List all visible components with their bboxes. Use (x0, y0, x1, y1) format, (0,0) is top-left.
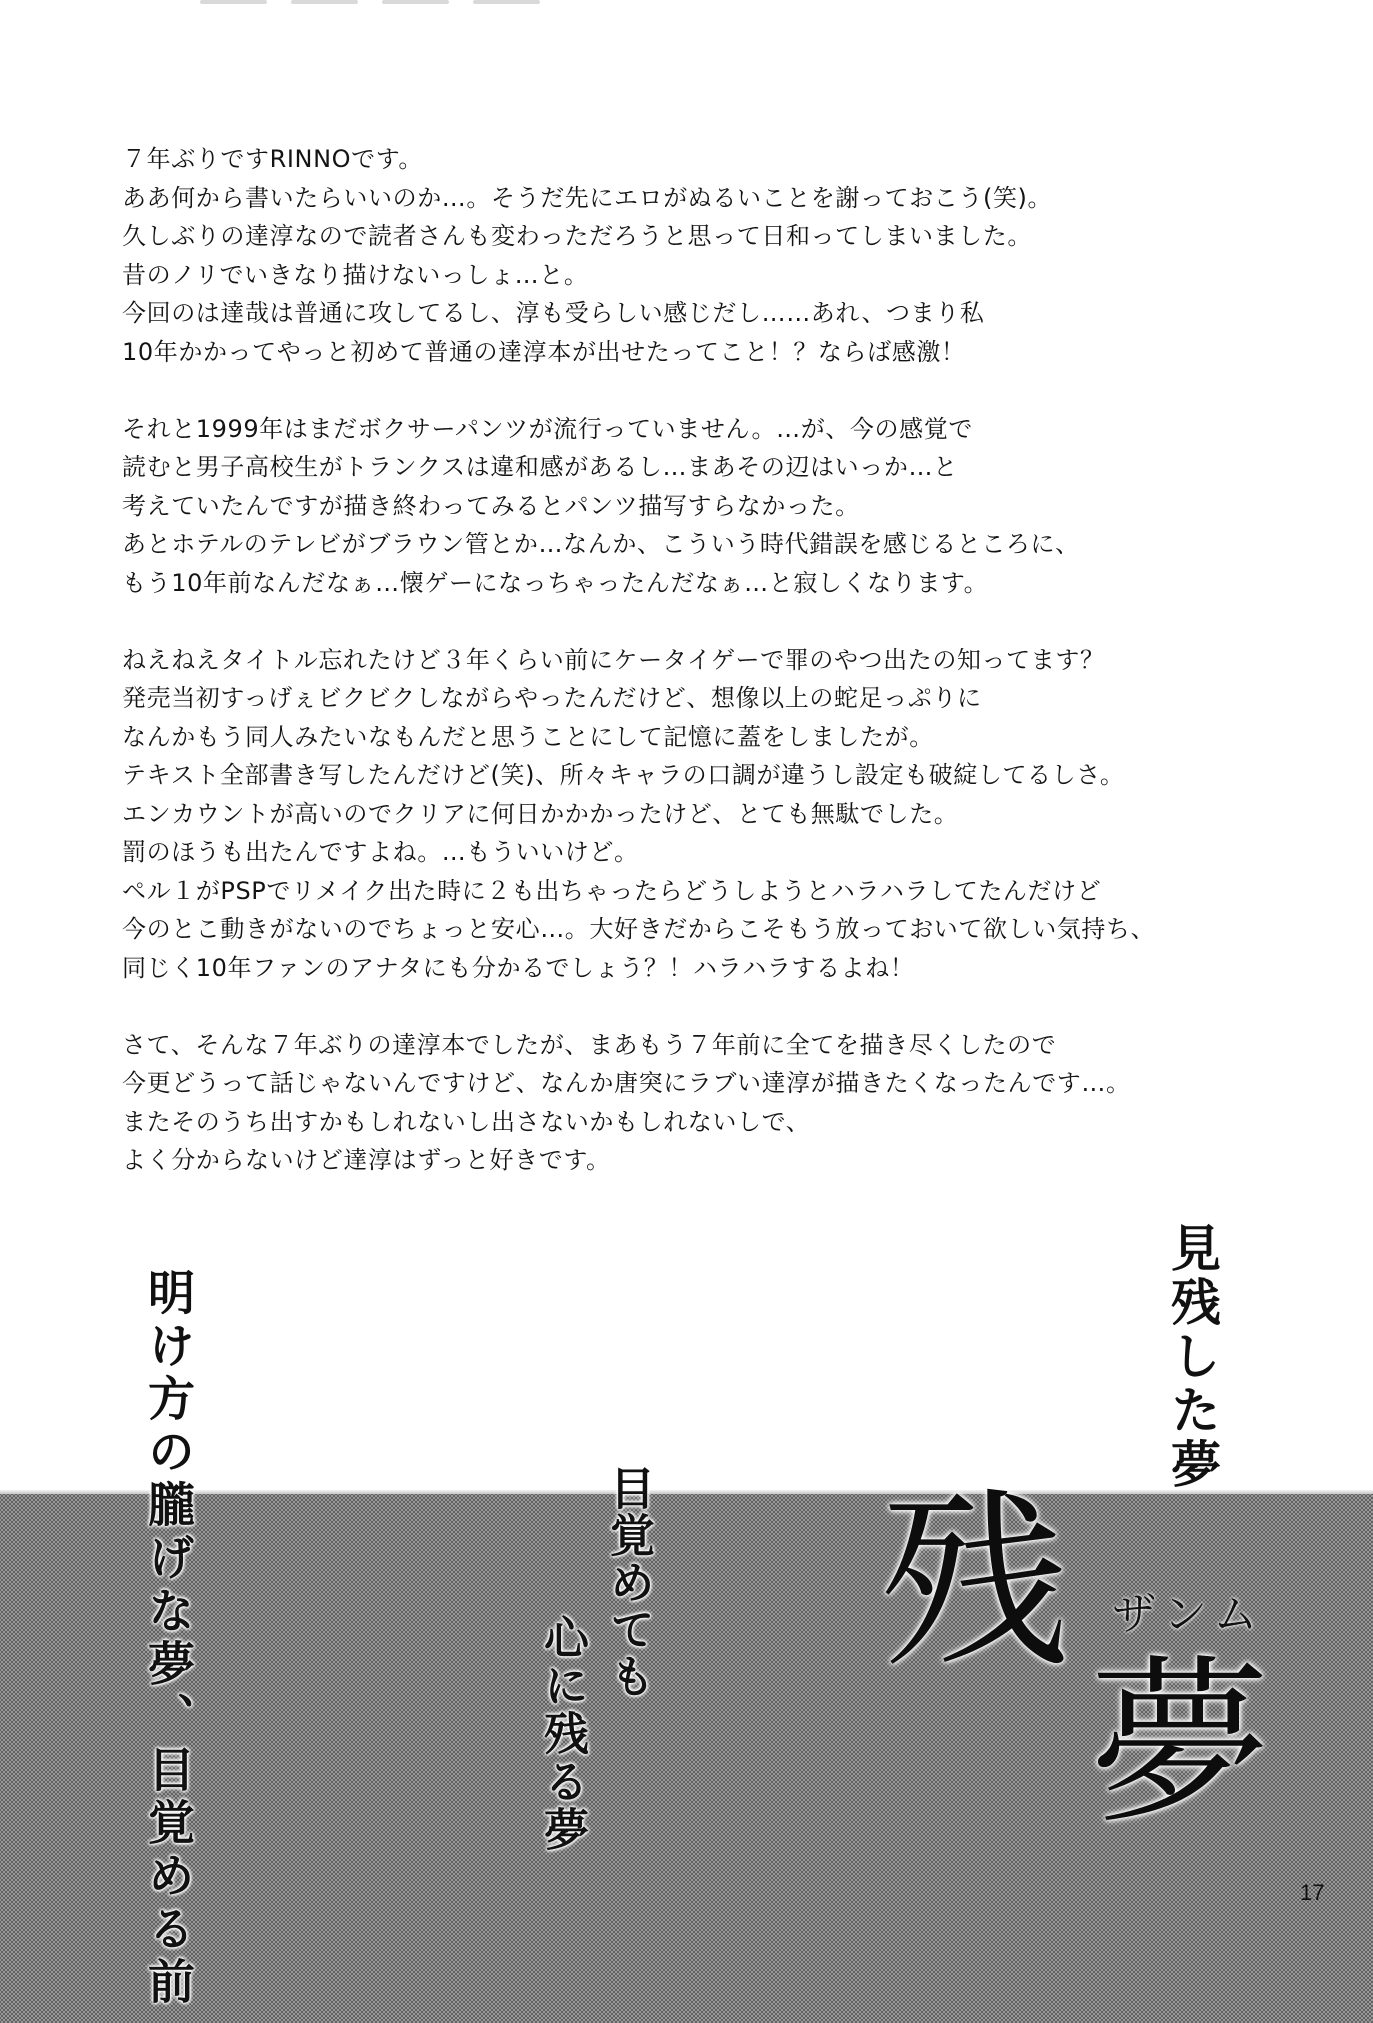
afterword-line: もう10年前なんだなぁ…懐ゲーになっちゃったんだなぁ…と寂しくなります。 (122, 568, 989, 597)
afterword-line: エンカウントが高いのでクリアに何日かかかったけど、とても無駄でした。 (122, 799, 959, 828)
afterword-line: ねえねえタイトル忘れたけど３年くらい前にケータイゲーで罪のやつ出たの知ってます？ (122, 645, 1105, 674)
afterword-paragraph (122, 140, 1302, 371)
title-character-mu: 夢 (1090, 1640, 1271, 1849)
afterword-paragraph (122, 641, 1302, 988)
subtitle-left-vertical: 明け方の朧げな夢、目覚める前 (140, 1268, 195, 2010)
afterword-line: またそのうち出すかもしれないし出さないかもしれないしで、 (122, 1107, 811, 1136)
afterword-line: それと1999年はまだボクサーパンツが流行っていません。…が、今の感覚で (122, 414, 973, 443)
afterword-line: 昔のノリでいきなり描けないっしょ…と。 (122, 260, 589, 289)
afterword-paragraph (122, 410, 1302, 603)
subtitle-middle-vertical-2: 心に残る夢 (536, 1614, 589, 1854)
afterword-text (122, 140, 1302, 1218)
afterword-line: ああ何から書いたらいいのか…。そうだ先にエロがぬるいことを謝っておこう(笑)。 (122, 183, 1053, 212)
top-edge-marks (200, 0, 540, 6)
afterword-line: 今のとこ動きがないのでちょっと安心…。大好きだからこそもう放っておいて欲しい気持ち、 (122, 915, 1156, 943)
afterword-line: 発売当初すっげぇビクビクしながらやったんだけど、想像以上の蛇足っぷりに (122, 684, 982, 712)
afterword-line: 同じく10年ファンのアナタにも分かるでしょう？！ハラハラするよね！ (122, 953, 915, 982)
afterword-line: よく分からないけど達淳はずっと好きです。 (122, 1146, 611, 1174)
afterword-line: ７年ぶりですRINNOです。 (122, 145, 424, 173)
afterword-line: あとホテルのテレビがブラウン管とか…なんか、こういう時代錯誤を感じるところに、 (122, 530, 1080, 558)
afterword-paragraph (122, 1026, 1302, 1180)
subtitle-middle-vertical-1: 目覚めても (602, 1465, 655, 1700)
afterword-line: 今更どうって話じゃないんですけど、なんか唐突にラブい達淳が描きたくなったんです…。 (122, 1069, 1131, 1097)
afterword-line: ペル１がPSPでリメイク出た時に２も出ちゃったらどうしようとハラハラしてたんだけど (122, 876, 1102, 905)
afterword-line: 久しぶりの達淳なので読者さんも変わっただろうと思って日和ってしまいました。 (122, 222, 1032, 250)
afterword-line: なんかもう同人みたいなもんだと思うことにして記憶に蓋をしましたが。 (122, 722, 934, 751)
title-reading: ザンム (1112, 1589, 1266, 1640)
afterword-line: 罰のほうも出たんですよね。…もういいけど。 (122, 838, 639, 866)
page-number: 17 (1300, 1880, 1325, 1905)
subtitle-right-vertical: 見残した夢 (1163, 1222, 1221, 1492)
afterword-line: さて、そんな７年ぶりの達淳本でしたが、まあもう７年前に全てを描き尽くしたので (122, 1030, 1057, 1059)
afterword-line: 今回のは達哉は普通に攻してるし、淳も受らしい感じだし……あれ、つまり私 (122, 299, 985, 327)
title-character-zan: 残 (880, 1472, 1071, 1693)
afterword-line: 10年かかってやっと初めて普通の達淳本が出せたってこと！？ならば感激！ (122, 337, 966, 366)
afterword-line: 読むと男子高校生がトランクスは違和感があるし…まあその辺はいっか…と (122, 453, 958, 481)
afterword-line: テキスト全部書き写したんだけど(笑)、所々キャラの口調が違うし設定も破綻してるしさ。 (122, 761, 1125, 789)
afterword-line: 考えていたんですが描き終わってみるとパンツ描写すらなかった。 (122, 491, 860, 520)
